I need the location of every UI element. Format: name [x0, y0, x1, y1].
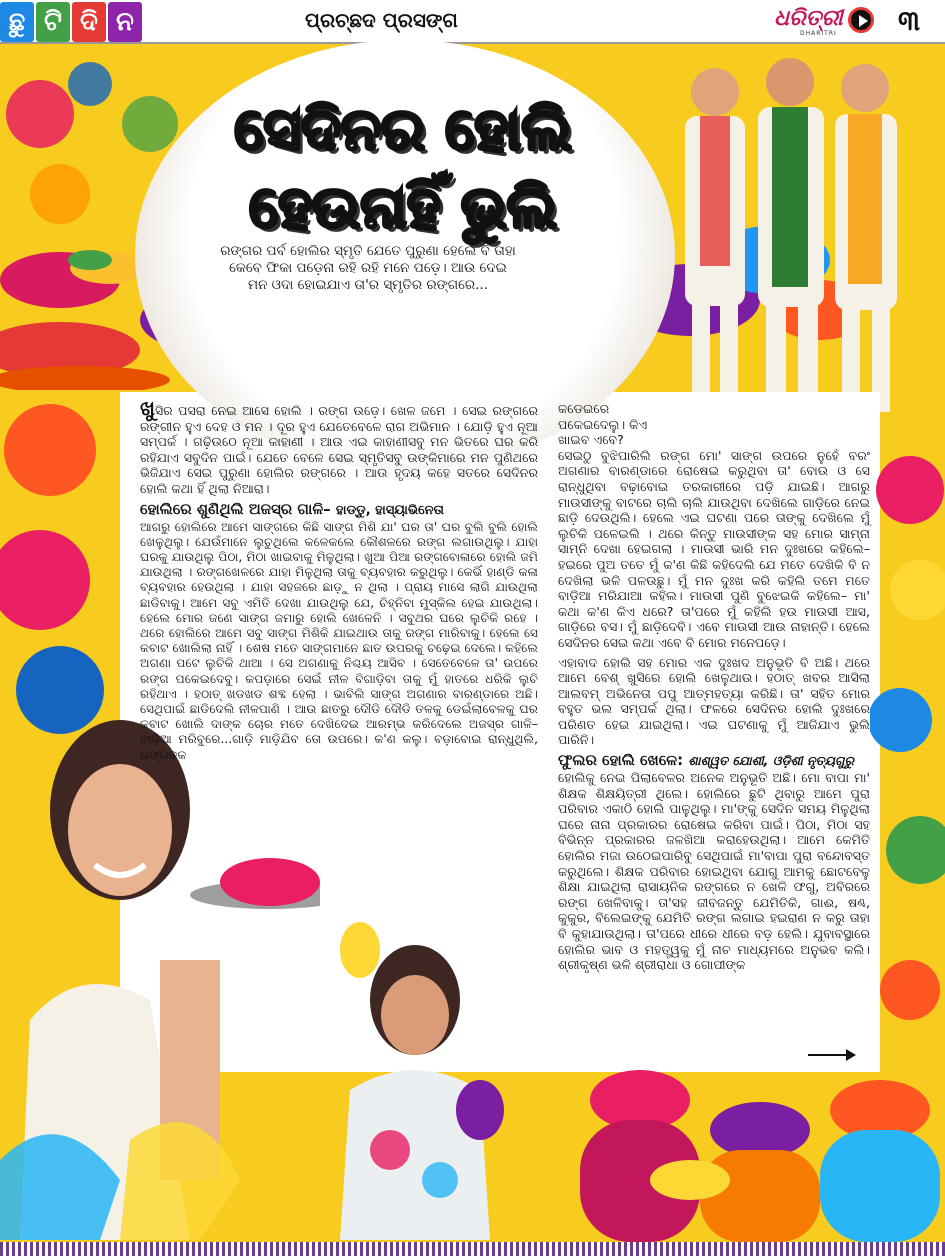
headline-line-2: ହେଉନାହିଁ ଭୁଲି [249, 173, 557, 241]
newspaper-logo-sub: DHARITRI [800, 30, 837, 37]
brand-tile: ଛୁ [0, 2, 34, 42]
section-2-byline: ଶାଶ୍ୱତ ଯୋଶୀ, ଓଡ଼ିଶୀ ନୃତ୍ୟଗୁରୁ [688, 753, 854, 769]
section-2-body: ହୋଲିକୁ ନେଇ ପିଲାବେଳର ଅନେକ ଅନୁଭୂତି ଅଛି। ମୋ ବାପା ମା' ଶିକ୍ଷକ ଶିକ୍ଷୟିତ୍ରୀ ଥିଲେ। ହୋଲିରେ ଛୁଟି ଥିବାରୁ ଆମେ ପୁରା ପରିବାର ଏକାଠି ହୋଲି ପାଳୁଥିଲୁ। ମା'ଙ୍କୁ ସେଦିନ ସମୟ ମିଳୁଥିଲା ଘରେ ନାନା ପ୍ରକାରର ରୋଷେଇ କରିବା ପାଇଁ। ପିଠା, ମିଠା ସହ ବିଭିନ୍ନ ପ୍ରକାରର ଜଳଖିଆ କରାହେଉଥିଲା। ଆମେ କେମିତି ହୋଲିର ମଜା ଉଠେଇପାରିବୁ ସେଥିପାଇଁ ମା'ବାପା ପୁରା ବନ୍ଦୋବସ୍ତ କରୁଥିଲେ। ଶିକ୍ଷକ ପରିବାର ହୋଇଥିବା ଯୋଗୁ ଆମକୁ ଛୋଟବେଳୁ ଶିକ୍ଷା ଯାଇଥିଲା ରାସାୟନିକ ରଙ୍ଗରେ ନ ଖେଳି ଫଗୁ, ଅବିରରେ ରଙ୍ଗ ଖେଳିବାକୁ। ତା'ସହ ଜୀବଜନ୍ତୁ ଯେମିତିକି, ଗାଈ, ଷଣ୍ଢ, କୁକୁର, ବିଲେଇଙ୍କୁ ଯେମିତି ରଙ୍ଗ ଲଗାଇ ହଇରାଣ ନ କରୁ ତାହା ବି କୁହାଯାଉଥିଲା। ତା'ପରେ ଧୀରେ ଧୀରେ ବଡ଼ ହେଲି। ଯୁବାବସ୍ଥାରେ ହୋଲିର ଭାବ ଓ ମହତ୍ତ୍ୱକୁ ମୁଁ ନାଚ ମାଧ୍ୟମରେ ଅନୁଭବ କଲି। ଶ୍ରୀକୃଷ୍ଣ ଭଳି ଶ୍ରୀରାଧା ଓ ଗୋପୀଙ୍କ [558, 770, 870, 973]
continue-arrow-icon [808, 1054, 854, 1056]
brand-logo [0, 2, 142, 42]
section-2-heading [558, 751, 870, 770]
section-2-heading-text: ଫୁଲର ହୋଲି ଖେଳେ: [558, 751, 689, 770]
woman-with-colors-photo [320, 920, 510, 1240]
column-2-body: ସେଇଠୁ ବୁଝିପାରିଲି ରଙ୍ଗ ମୋ' ସାଙ୍ଗ ଉପରେ ନୁହେଁ ବରଂ ଅଗଣାର ବାରଣ୍ଡାରେ ରୋଷେଇ କରୁଥିବା ତା' ବୋଉ ଓ ସେ ରାନ୍ଧୁଥିବା ବଢ଼ାବୋଇ ତରକାରୀରେ ପଡ଼ି ଯାଇଛି। ଆଗରୁ ମାଉସୀଙ୍କୁ ବାଟରେ ଚାଲି ଚାଲି ଯାଉଥିବା ଦେଖିଲେ ଗାଡ଼ିରେ ନେଇ ଛାଡ଼ି ଦେଉଥିଲି। ହେଲେ ଏଇ ଘଟଣା ପରେ ତାଙ୍କୁ ଦେଖିଲେ ମୁଁ ଲୁଚିକି ପଳେଇଲି । ଥରେ କିନ୍ତୁ ମାଉସୀଙ୍କ ସହ ମୋର ସାମ୍‌ନା ସାମ୍‌ନି ଦେଖା ହେଇଗଲା । ମାଉସୀ ଭାରି ମନ ଦୁଃଖରେ କହିଲେ–ହଇରେ ପୁଅ ତତେ ମୁଁ କ'ଣ କିଛି କହିଦେଲି ଯେ ମତେ ଦେଖିକି ବି ନ ଦେଖିଲା ଭଳି ପଳଉଛୁ। ମୁଁ ମନ ଦୁଃଖ କରି କହିଲି ତମେ ମତେ ବାଡ଼ିଆ ମରିଯାଆ କହିଲ। ମାଉସୀ ପୁଣି ବୁଝେଇକି କହିଲେ– ମା' କଥା କ'ଣ କିଏ ଧରେ? ତା'ପରେ ମୁଁ କହିଲି ହଉ ମାଉସୀ ଆସ, ଗାଡ଼ିରେ ବସ। ମୁଁ ଛାଡ଼ିଦେବି। ଏବେ ମାଉସୀ ଆଉ ନାହାନ୍ତି। ହେଲେ ସେଦିନର ସେଇ କଥା ଏବେ ବି ମୋର ମନେପଡ଼େ। [558, 447, 870, 650]
brand-tile: ଦି [72, 2, 106, 42]
article-column-1 [140, 396, 538, 763]
section-1-body: ଆଗରୁ ହୋଲିରେ ଆମେ ସାଙ୍ଗରେ କିଛି ସାଙ୍ଗ ମିଶି ଯା' ଘର ତା' ଘର ବୁଲି ବୁଲି ହୋଲି ଖେଳୁଥିଲୁ। ଯେଉଁମାନେ ଲୁଚୁଥିଲେ କଳେକଲେ କୌଶଳରେ ରଙ୍ଗ ଲଗାଉଥିଲୁ। ଯାହା ଘରକୁ ଯାଉଥିଲୁ ପିଠା, ମିଠା ଖାଇବାକୁ ମିଳୁଥିଲା। ଖୁଆ ପିଆ ରଙ୍ଗବୋଳାରେ ହୋଲି ଜମି ଯାଉଥିଲା । ରଙ୍ଗଖେଳରେ ଯାହା ମିଳୁଥିଲା ତାକୁ ବ୍ୟବହାର କରୁଥିଲୁ। କେଭିଁ ହାଣ୍ଡି କଳା ବ୍ୟବହାର ହେଉଥିଲା । ଯାହା ସହଜରେ ଛାଡ଼ୁ ନ ଥିଲା । ପ୍ରାୟ ମାସେ ଲାଗି ଯାଉଥିଲା ଛାଡିବାକୁ। ଆମେ ସବୁ ଏମିତି ଦେଖା ଯାଉଥିଲୁ ଯେ, ଚିହ୍ନିବା ମୁସ୍କିଲ ହେଇ ଯାଉଥିଲା। ହେଲେ ମୋର ଜଣେ ସାଙ୍ଗ ଜମାରୁ ହୋଲି ଖେଳେନି । ସବୁଥର ଘରେ ଲୁଚିକି ରହେ । ଥରେ ହୋଲିରେ ଆମେ ସବୁ ସାଙ୍ଗ ମିଶିକି ଯାଇଥାଉ ତାକୁ ରଙ୍ଗ ମାରିବାକୁ। ହେଲେ ସେ କବାଟ ଖୋଲିଲା ନାହିଁ । ଶେଷ ମତେ ସାଙ୍ଗମାନେ ଛାତ ଉପରକୁ ଚଢ଼େଇ ଦେଲେ। କହିଲେ ଅଗଣା ପଟେ ଲୁଚିକି ଥାଆ । ସେ ଅଗଣାକୁ ନିଶ୍ଚୟ ଆସିବ । ସେତେବେଳେ ତା' ଉପରେ ରଙ୍ଗ ପକେଇଦେବୁ। କପଡ଼ାରେ ସେଇଁ ନୀଳ ବିଗାଡ଼ିବା ତାକୁ ମୁଁ ହାତରେ ଧରିକି ଲୁଚି ରହିଥାଏ । ହଠାତ୍ ଖଡଖଡ ଶବ୍ଦ ହେଲା । ଭାବିଲି ସାଙ୍ଗ ଅଗଣାର ବାରଣ୍ଡାରେ ଅଛି। ସେଥିପାଇଁ ଛାଡିଦେଲି ନୀଳପାଣି । ଆଉ ଛାତରୁ ଦୌଡି ଦୌଡି ତଳକୁ ଡେଇଁଲାବେଳକୁ ଘର କବାଟ ଖୋଲି ଦାଙ୍କ ଚୋର ମତେ ଦେଖିଦେଇ ଆରମ୍ଭ କରିଦେଲେ ଅଜସ୍ର ଗାଳି– ବାଡ଼ିଆ ମରିବୁରେ...ଗାଡ଼ି ମାଡ଼ିଯିବ ତୋ ଉପରେ। କ'ଣ କଲୁ। ବଡ଼ାବୋଇ ରାନ୍ଧୁଥିଲି, ରଙ୍ଗତକ [140, 519, 538, 762]
column-2-top: କଡେଇରେ ପକେଇଦେଲୁ। କିଏ ଖାଇବ ଏବେ? [558, 401, 648, 448]
section-1-heading-text: ହୋଲିରେ ଶୁଣିଥିଲି ଅଜସ୍ର ଗାଳି– [140, 499, 336, 518]
brand-tile: ନ [108, 2, 142, 42]
section-1-byline: ହାଡ୍ଡୁ, ହାସ୍ୟାଭିନେତା [335, 502, 444, 518]
headline-line-1: ସେଦିନର ହୋଲି [234, 95, 572, 163]
article-column-2 [558, 401, 870, 973]
column-2-paragraph-2: ଏହାବାଦ ହୋଲି ସହ ମୋର ଏକ ଦୁଃଖଦ ଅନୁଭୂତି ବି ଅଛି। ଥରେ ଆମେ ବେଶ୍ ଖୁସିରେ ହୋଲି ଖେଳୁଥାଉ। ହଠାତ୍ ଖବର ଆସିଲା ଆଲବମ୍ ଅଭିନେତା ପପୁ ଆତ୍ମହତ୍ୟା କରିଛି। ତା' ସହିତ ମୋର ବହୁତ ଭଲ ସମ୍ପର୍କ ଥିଲା। ଫଳରେ ସେଦିନର ହୋଲି ଦୁଃଖରେ ପରିଣତ ହେଇ ଯାଇଥିଲା। ଏଇ ଘଟଣାକୁ ମୁଁ ଆଜିଯାଏ ଭୁଲି ପାରିନି। [558, 654, 870, 748]
page-number: ୩ [898, 4, 921, 37]
page-header [0, 0, 945, 44]
drop-cap: ଖୁ [140, 396, 155, 420]
section-1-heading [140, 500, 538, 520]
lead-text: ସିର ପସରା ନେଇ ଆସେ ହୋଲି । ରଙ୍ଗ ଉଡ଼େ। ଖେଳ ଜମେ । ସେଇ ରଙ୍ଗରେ ରଙ୍ଗୀନ ହୁଏ ଦେହ ଓ ମନ । ଦୂର ହୁଏ ଯେତେବେଳେ ରାଗ ଅଭିମାନ । ଯୋଡ଼ି ହୁଏ ନୂଆ ସମ୍ପର୍କ । ଗଢ଼ିଉଠେ ନୂଆ କାହାଣୀ । ଆଉ ଏଇ କାହାଣୀସବୁ ମନ ଭିତରେ ଘର କରି ରହିଯାଏ ସବୁଦିନ ପାଇଁ। ଯେତେ ବେଳେ ସେଇ ସ୍ମୃତିସବୁ ଉଙ୍କିମାରେ ମନ ପୁଣିଥରେ ଭିଜିଯାଏ ସେଇ ପୁରୁଣା ହୋଲିର ରଙ୍ଗରେ । ଆଉ ହୃଦୟ କହେ ସତରେ ସେଦିନର ହୋଲି କଥା ହିଁ ଥିଲା ନିଆରା। [140, 403, 538, 496]
color-splash-decoration [870, 390, 945, 1090]
lead-paragraph [140, 396, 538, 497]
newspaper-logo: ଧରିତ୍ରୀ [774, 6, 843, 31]
article-headline [168, 90, 638, 246]
play-icon [848, 7, 874, 33]
brand-tile: ଟି [36, 2, 70, 42]
section-title: ପ୍ରଚ୍ଛଦ ପ୍ରସଙ୍ଗ [305, 8, 458, 32]
footer-strip [0, 1242, 945, 1256]
article-intro: ରଙ୍ଗର ପର୍ବ ହୋଲିର ସ୍ମୃତି ଯେତେ ପୁରୁଣା ହେଲେ ବି ତାହା କେବେ ଫିକା ପଡ଼େନା ରହି ରହି ମନେ ପଡ଼େ। ଆଉ ଦେଇ ମନ ଓଦା ହୋଇଯାଏ ତା'ର ସ୍ମୃତିର ରଙ୍ଗରେ... [220, 243, 516, 293]
color-pots-image [570, 1060, 945, 1242]
men-celebrating-photo [660, 52, 910, 432]
